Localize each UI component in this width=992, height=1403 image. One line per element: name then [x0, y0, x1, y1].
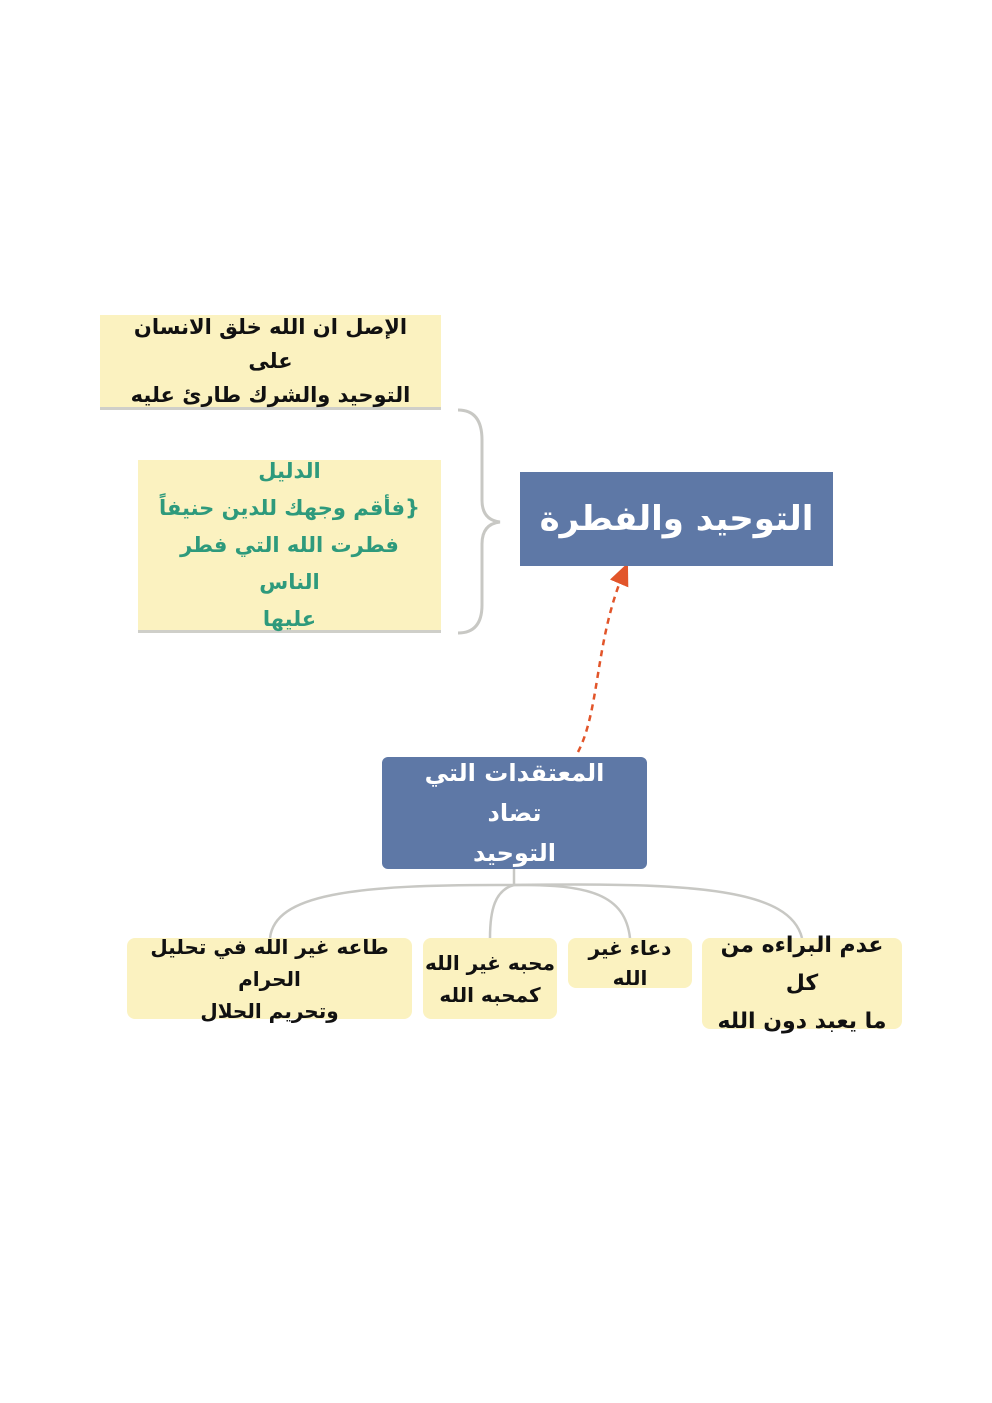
main-topic-label: التوحيد والفطرة — [539, 499, 814, 539]
evidence-note[interactable] — [138, 460, 441, 633]
evidence-title: الدليل — [258, 458, 321, 483]
beliefs-line-2: التوحيد — [472, 839, 557, 867]
evidence-line-2: فطرت الله التي فطر الناس — [180, 532, 399, 594]
principle-note[interactable] — [100, 315, 441, 410]
belief-item-line: كمحبه الله — [439, 982, 541, 1007]
principle-line-2: التوحيد والشرك طارئ عليه — [130, 383, 411, 407]
relation-arrow — [578, 572, 624, 752]
belief-item-supplication[interactable] — [568, 938, 692, 988]
belief-item-line: دعاء غير الله — [588, 936, 672, 990]
belief-item-line: ما يعبد دون الله — [717, 1008, 887, 1034]
belief-item-obedience[interactable] — [127, 934, 412, 1023]
belief-item-love[interactable] — [423, 938, 557, 1019]
evidence-line-3: عليها — [262, 606, 317, 631]
principle-line-1: الإصل ان الله خلق الانسان على — [133, 315, 408, 373]
belief-item-line: وتحريم الحلال — [200, 998, 339, 1023]
brace-connector — [458, 410, 500, 633]
belief-item-line: طاعه غير الله في تحليل الحرام — [150, 934, 389, 991]
main-topic-node[interactable] — [520, 472, 833, 566]
beliefs-line-1: المعتقدات التي تضاد — [424, 759, 605, 827]
belief-item-line: عدم البراءه من كل — [720, 932, 884, 996]
belief-item-line: محبه غير الله — [425, 950, 555, 975]
beliefs-topic-node[interactable] — [382, 757, 647, 869]
belief-item-disavowal[interactable] — [702, 932, 902, 1034]
evidence-line-1: {فأقم وجهك للدين حنيفاً — [159, 495, 420, 520]
